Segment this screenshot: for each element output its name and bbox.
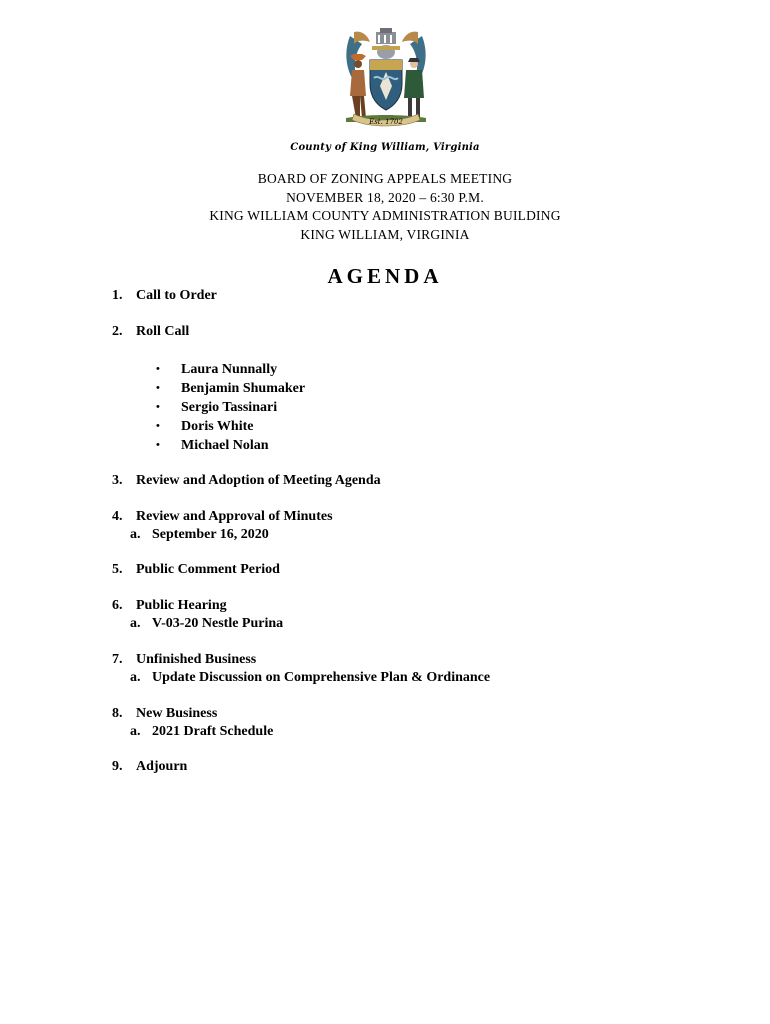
agenda-subitem bbox=[130, 527, 269, 543]
seal-est-text: Est. 1702 bbox=[369, 118, 403, 126]
agenda-subitem bbox=[130, 724, 273, 740]
agenda-subitem bbox=[130, 670, 490, 686]
item-number: 5. bbox=[112, 562, 123, 577]
roll-call-member bbox=[156, 419, 253, 435]
agenda-item bbox=[112, 288, 217, 304]
bullet-icon: • bbox=[156, 401, 160, 413]
item-text: New Business bbox=[136, 706, 218, 721]
meeting-header bbox=[0, 170, 770, 244]
item-number: 6. bbox=[112, 598, 123, 613]
subitem-text: Update Discussion on Comprehensive Plan & Ordinance bbox=[152, 670, 491, 685]
bullet-icon: • bbox=[156, 382, 160, 394]
agenda-title: AGENDA bbox=[327, 264, 443, 288]
agenda-item bbox=[112, 509, 333, 525]
bullet-icon: • bbox=[156, 420, 160, 432]
roll-call-member bbox=[156, 381, 305, 397]
header-line-2: NOVEMBER 18, 2020 – 6:30 P.M. bbox=[286, 189, 484, 205]
item-number: 1. bbox=[112, 288, 123, 303]
subitem-letter: a. bbox=[130, 724, 141, 739]
item-number: 9. bbox=[112, 759, 123, 774]
agenda-item bbox=[112, 759, 187, 775]
agenda-item bbox=[112, 652, 256, 668]
header-line-3: KING WILLIAM COUNTY ADMINISTRATION BUILDING bbox=[209, 208, 561, 223]
item-text: Unfinished Business bbox=[136, 652, 257, 667]
item-number: 3. bbox=[112, 473, 123, 488]
item-text: Public Comment Period bbox=[136, 562, 280, 577]
roll-call-member bbox=[156, 400, 277, 416]
item-text: Review and Adoption of Meeting Agenda bbox=[136, 473, 381, 488]
header-line-1: BOARD OF ZONING APPEALS MEETING bbox=[257, 171, 513, 186]
subitem-text: September 16, 2020 bbox=[152, 527, 269, 542]
agenda-subitem bbox=[130, 616, 283, 632]
subitem-text: V-03-20 Nestle Purina bbox=[152, 616, 284, 631]
item-number: 8. bbox=[112, 706, 123, 721]
agenda-item bbox=[112, 706, 217, 722]
roll-call-member bbox=[156, 438, 269, 454]
item-number: 4. bbox=[112, 509, 123, 524]
subitem-text: 2021 Draft Schedule bbox=[152, 724, 274, 739]
subitem-letter: a. bbox=[130, 527, 141, 542]
agenda-item bbox=[112, 473, 381, 489]
item-text: Roll Call bbox=[136, 324, 190, 339]
roll-call-member bbox=[156, 362, 277, 378]
county-name-line: County of King William, Virginia bbox=[290, 142, 480, 153]
bullet-icon: • bbox=[156, 439, 160, 451]
member-name: Laura Nunnally bbox=[181, 362, 278, 377]
item-text: Adjourn bbox=[136, 759, 188, 774]
member-name: Michael Nolan bbox=[181, 438, 269, 453]
agenda-item bbox=[112, 324, 189, 340]
member-name: Benjamin Shumaker bbox=[181, 381, 306, 396]
member-name: Sergio Tassinari bbox=[181, 400, 278, 415]
item-number: 7. bbox=[112, 652, 123, 667]
agenda-item bbox=[112, 598, 227, 614]
member-name: Doris White bbox=[181, 419, 254, 434]
header-line-4: KING WILLIAM, VIRGINIA bbox=[300, 226, 470, 242]
item-text: Call to Order bbox=[136, 288, 217, 303]
item-number: 2. bbox=[112, 324, 123, 339]
agenda-item bbox=[112, 562, 280, 578]
item-text: Review and Approval of Minutes bbox=[136, 509, 333, 524]
subitem-letter: a. bbox=[130, 616, 141, 631]
bullet-icon: • bbox=[156, 363, 160, 375]
item-text: Public Hearing bbox=[136, 598, 227, 613]
subitem-letter: a. bbox=[130, 670, 141, 685]
